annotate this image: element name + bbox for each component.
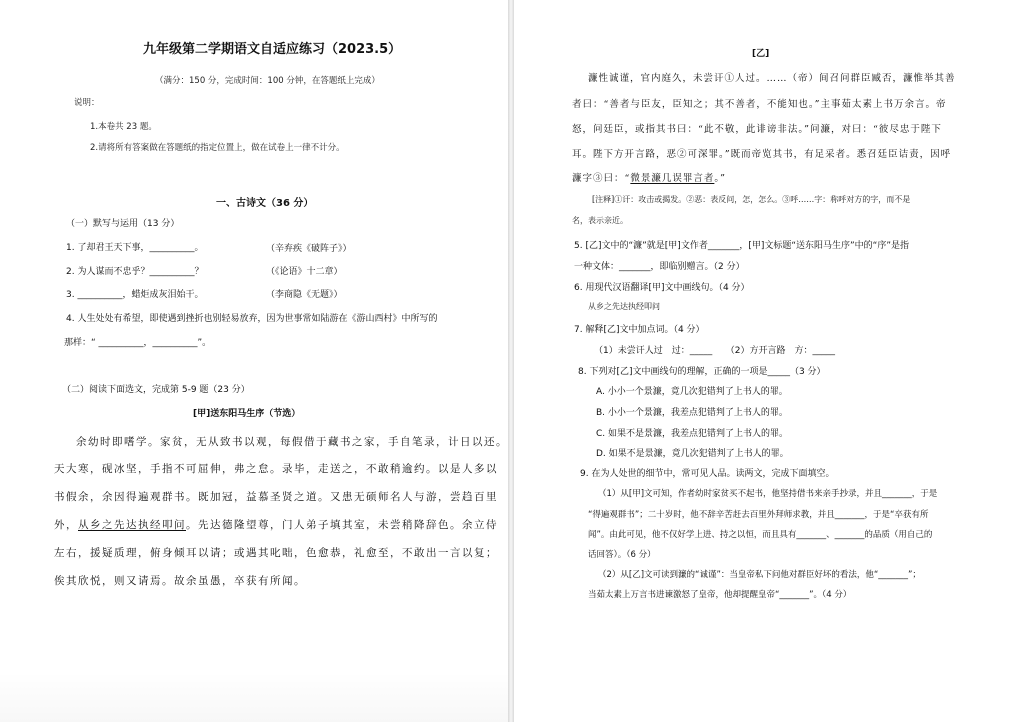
option-b: B. 小小一个景濂，我差点犯错判了上书人的罪。: [596, 408, 788, 418]
passage-line: 耳。陛下方开言路，恶②可深罪。”既而帝览其书，有足采者。悉召廷臣诘责，因呼: [572, 149, 952, 160]
passage-line: 余幼时即嗜学。家贫，无从致书以观，每假借于藏书之家，手自笔录，计日以还。: [76, 436, 508, 448]
option-d: D. 如果不是景濂，竟几次犯错判了上书人的罪。: [596, 449, 789, 459]
part-heading: （一）默写与运用（13 分）: [66, 219, 180, 229]
part-heading: （二）阅读下面选文，完成第 5-9 题（23 分）: [62, 385, 250, 395]
question-3: 3. __________，蜡炬成灰泪始干。: [66, 290, 204, 300]
option-c: C. 如果不是景濂，我差点犯错判了上书人的罪。: [596, 429, 789, 439]
section-heading: 一、古诗文（36 分）: [216, 198, 314, 209]
passage-line: 俟其欣悦，则又请焉。故余虽愚，卒获有所闻。: [54, 575, 306, 587]
exam-page-right: [514, 0, 1024, 722]
question-9-1: （1）从[甲]文可知，作者幼时家贫买不起书，他坚持借书来亲手抄录，并且_______，于是: [598, 489, 938, 499]
option-a: A. 小小一个景濂，竟几次犯错判了上书人的罪。: [596, 387, 788, 397]
passage-title: [甲]送东阳马生序（节选）: [193, 409, 301, 419]
underlined-sentence: 从乡之先达执经叩问: [78, 519, 186, 531]
passage-yi-title: [乙]: [752, 49, 770, 59]
question-5-line-2: 一种文体：_______，即临别赠言。（2 分）: [574, 262, 745, 272]
question-9-2-line: 当茹太素上万言书进谏激怒了皇帝，他却提醒皇帝“_______”。（4 分）: [588, 590, 852, 600]
exam-page-left: [0, 0, 508, 722]
question-9-2: （2）从[乙]文可读到濂的“诚谨”：当皇帝私下问他对群臣好坏的看法，他“_______”；: [598, 570, 921, 580]
question-6-sentence: 从乡之先达执经叩问: [588, 302, 660, 311]
instructions-label: 说明：: [74, 98, 100, 108]
passage-text: 濂字③曰：“: [572, 173, 631, 184]
exam-title: 九年级第二学期语文自适应练习（2023.5）: [143, 42, 402, 57]
question-4-line-2: 那样：“ __________，__________”。: [64, 338, 212, 348]
question-2: 2. 为人谋而不忠乎？__________？: [66, 267, 204, 277]
passage-line: 天大寒，砚冰坚，手指不可屈伸，弗之怠。录毕，走送之，不敢稍逾约。以是人多以: [54, 463, 498, 475]
passage-line: 书假余，余因得遍观群书。既加冠，益慕圣贤之道。又患无硕师名人与游，尝趋百里: [54, 491, 498, 503]
passage-line: 者曰：“善者与臣友，臣知之；其不善者，不能知也。”主事茹太素上书万余言。帝: [572, 99, 947, 110]
question-5: 5. [乙]文中的“濂”就是[甲]文作者_______，[甲]文标题“送东阳马生序”中的“序”是指: [574, 241, 909, 251]
passage-text: 。先达德隆望尊，门人弟子填其室，未尝稍降辞色。余立侍: [186, 519, 498, 531]
passage-text: 外，: [54, 519, 78, 531]
annotation-note: 名，表示亲近。: [572, 216, 628, 225]
question-3-source: （李商隐《无题》）: [266, 290, 343, 300]
passage-line: [54, 517, 498, 532]
underlined-sentence: 微景濂几误罪言者: [630, 173, 715, 184]
question-8: 8. 下列对[乙]文中画线句的理解，正确的一项是_____（3 分）: [578, 367, 826, 377]
passage-line: 濂性诚谨，官内庭久，未尝讦①人过。……（帝）间召问群臣臧否，濂惟举其善: [588, 73, 956, 84]
passage-text: 。”: [714, 173, 726, 184]
passage-line: [572, 170, 726, 184]
question-4: 4. 人生处处有希望，即使遇到挫折也别轻易放弃，因为世事常如陆游在《游山西村》中所写的: [66, 314, 438, 324]
question-9-1-line: “得遍观群书”；二十岁时，他不辞辛苦赶去百里外拜师求教，并且_______，于是“卒获有所: [588, 510, 929, 520]
question-9-1-line: 话回答）。（6 分）: [588, 550, 656, 560]
question-9-1-line: 闻”。由此可见，他不仅好学上进、持之以恒，而且具有_______、_______的品质（用自己的: [588, 530, 933, 540]
question-1: 1. 了却君王天下事，__________。: [66, 243, 204, 253]
passage-line: 左右，援疑质理，俯身倾耳以请；或遇其叱咄，色愈恭，礼愈至，不敢出一言以复；: [54, 547, 498, 559]
question-7-items: （1）未尝讦人过 过：_____ （2）方开言路 方：_____: [594, 346, 835, 356]
page-shadow: [0, 672, 508, 722]
question-2-source: （《论语》十二章）: [266, 267, 343, 277]
passage-line: 怒，问廷臣，或指其书曰：“此不敬，此诽谤非法。”问濂，对曰：“彼尽忠于陛下: [572, 124, 942, 135]
annotation-note: [注释]①讦：攻击或揭发。②恶：表反问，怎，怎么。③呼……字：称呼对方的字，而不是: [592, 195, 911, 204]
question-6: 6. 用现代汉语翻译[甲]文中画线句。（4 分）: [574, 283, 750, 293]
question-9: 9. 在为人处世的细节中，常可见人品。读两文，完成下面填空。: [580, 469, 835, 479]
exam-subtitle: （满分：150 分，完成时间：100 分钟，在答题纸上完成）: [155, 76, 380, 86]
instruction-item: 2.请将所有答案做在答题纸的指定位置上，做在试卷上一律不计分。: [90, 143, 345, 153]
instruction-item: 1.本卷共 23 题。: [90, 122, 157, 132]
question-7: 7. 解释[乙]文中加点词。（4 分）: [574, 325, 705, 335]
question-1-source: （辛弃疾《破阵子》）: [266, 244, 352, 254]
